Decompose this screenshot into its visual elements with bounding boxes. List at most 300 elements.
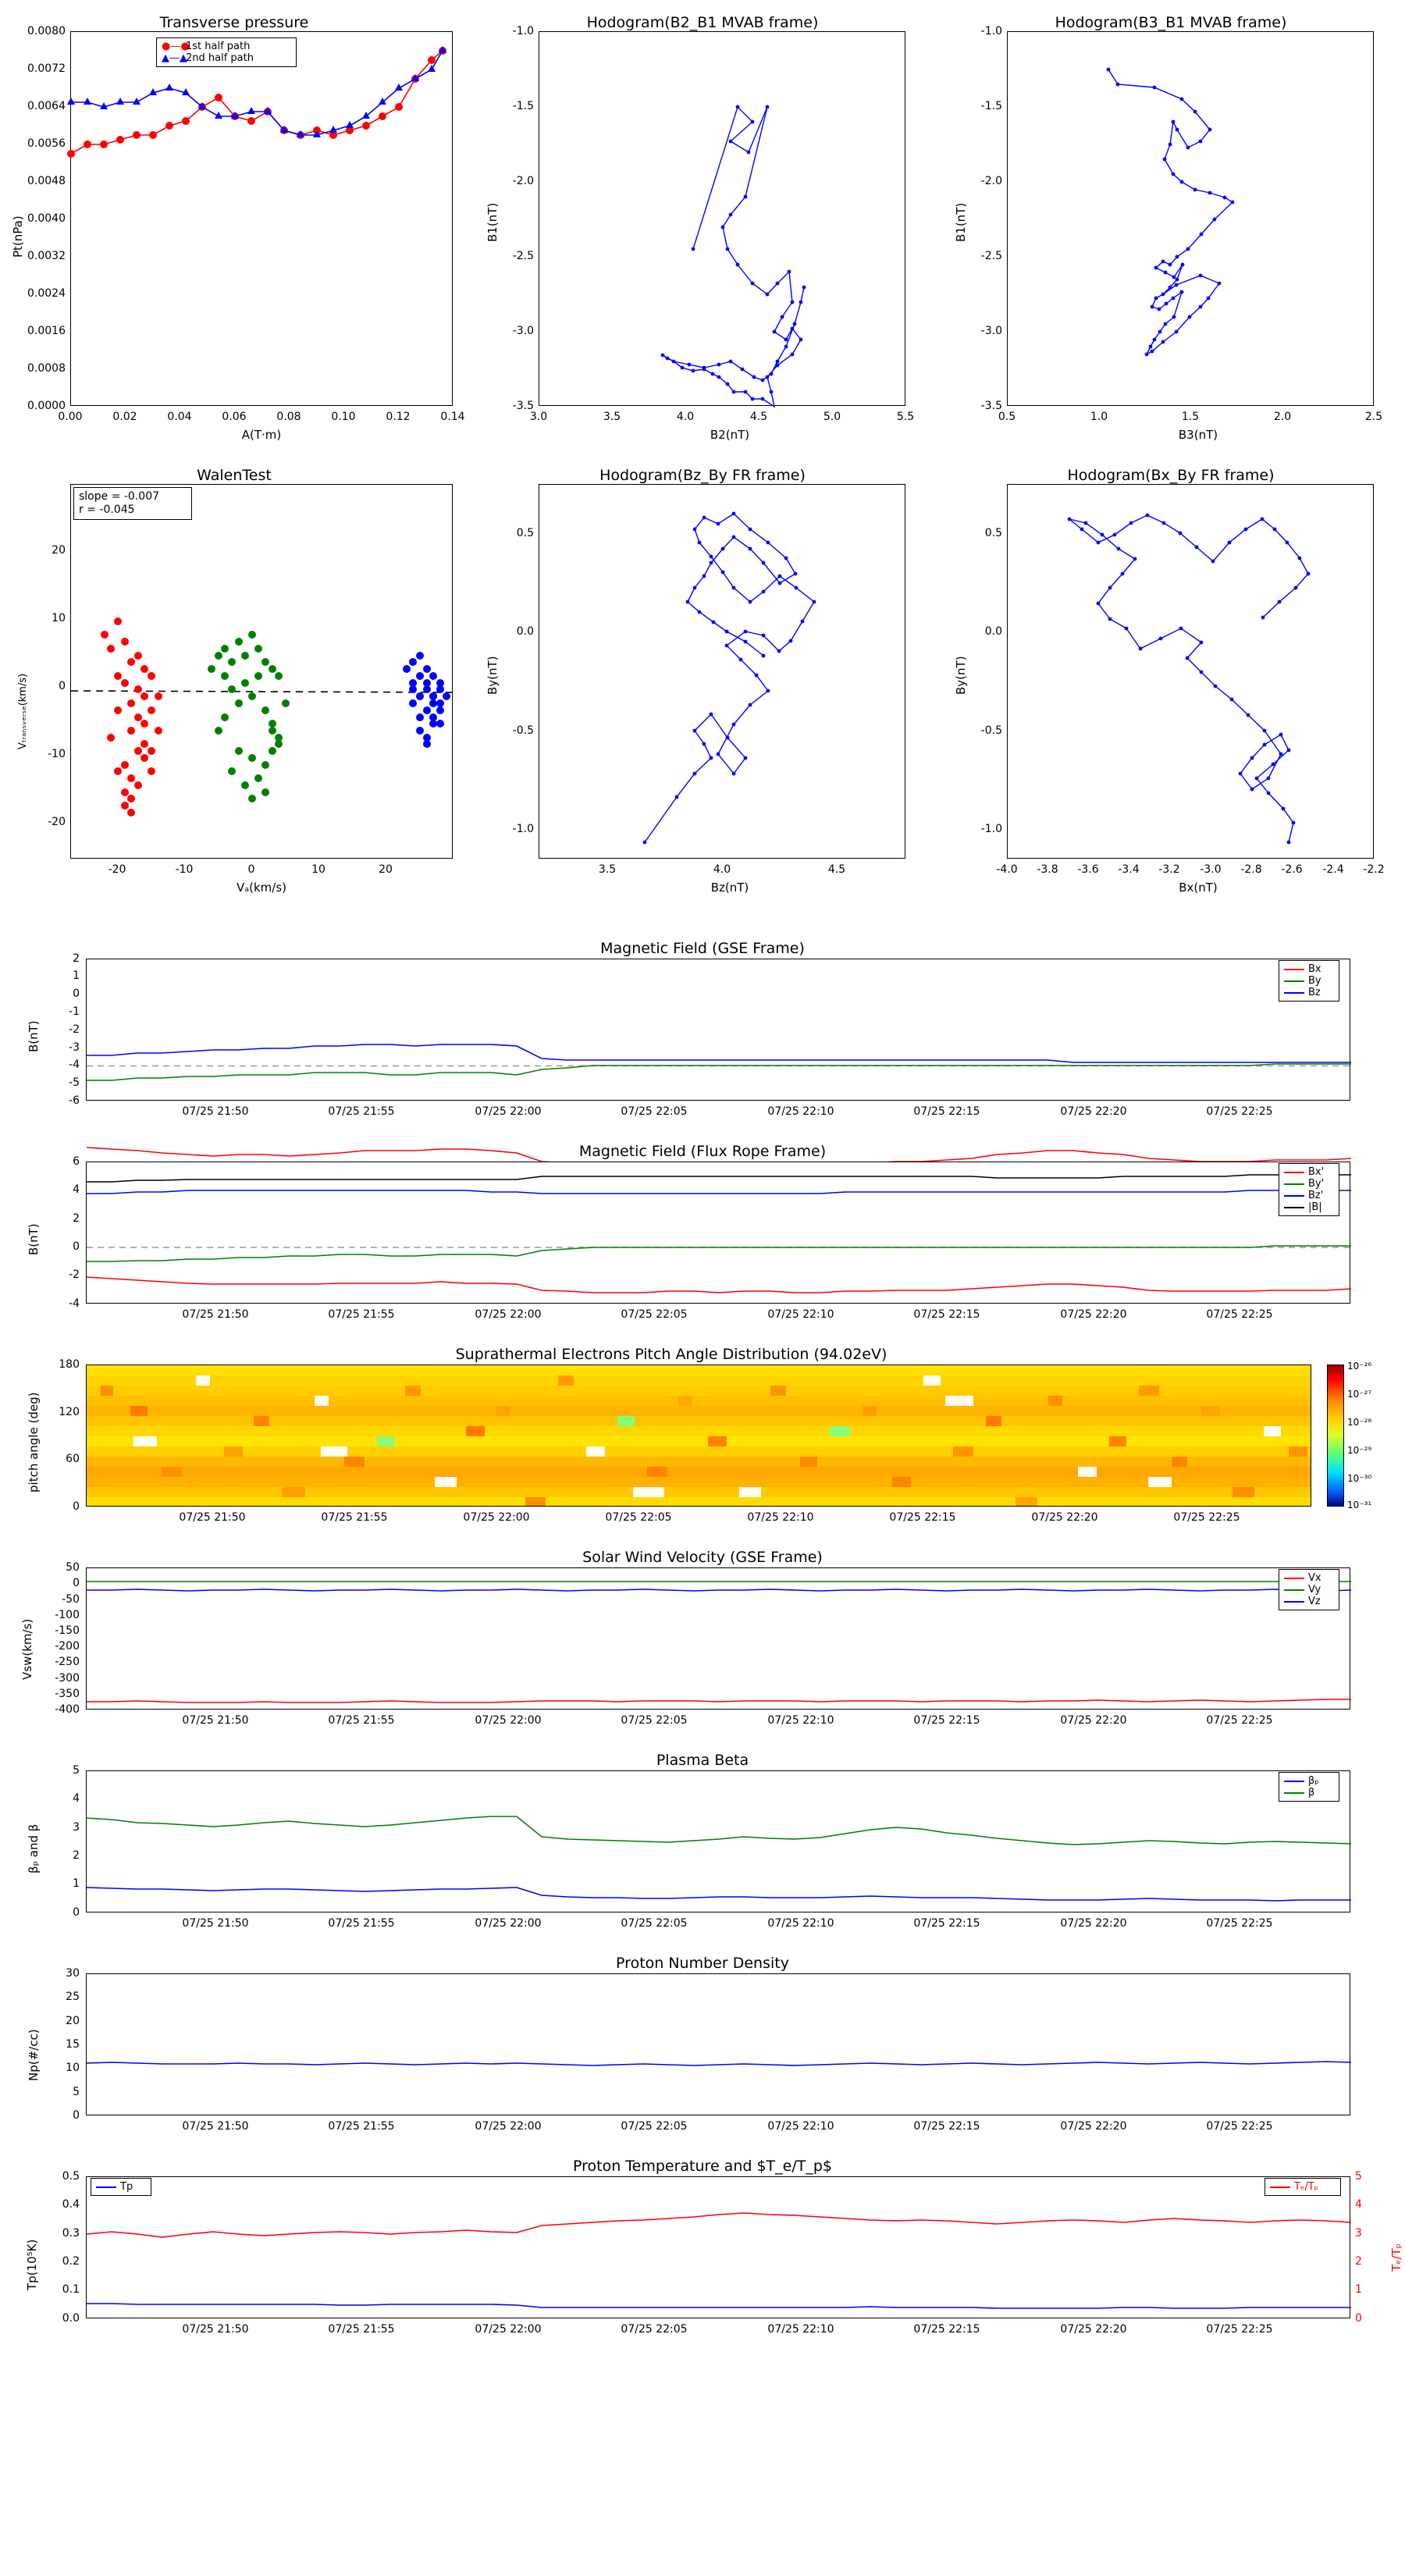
x-tick: 07/25 22:05	[621, 1917, 688, 1930]
x-tick: -2.4	[1322, 863, 1344, 876]
x-tick: 07/25 21:55	[328, 1105, 395, 1118]
legend-transverse-pressure[interactable]	[156, 37, 297, 67]
y-tick: -10	[48, 748, 66, 760]
y-tick-right: 0	[1355, 2312, 1362, 2325]
x-axis-label: Vₐ(km/s)	[236, 881, 286, 895]
x-tick: 10	[311, 863, 325, 876]
x-tick: 0.08	[276, 411, 301, 423]
series-plot	[539, 485, 906, 859]
legend-te-tp-ratio[interactable]	[1264, 2178, 1341, 2196]
plot-area	[70, 484, 453, 859]
y-tick: 0.0000	[27, 400, 66, 412]
y-tick: 60	[66, 1453, 80, 1465]
y-tick: -1	[69, 1005, 80, 1018]
x-tick: 07/25 22:25	[1206, 2323, 1273, 2336]
panel-pitch-angle-distribution	[0, 1343, 1405, 1546]
plot-area	[539, 484, 905, 859]
x-tick: 07/25 22:25	[1173, 1511, 1240, 1524]
panel-walen-test	[0, 453, 468, 906]
y-axis-label: By(nT)	[954, 656, 968, 695]
y-tick: -1.5	[512, 100, 534, 112]
legend-label: Bx'	[1308, 1166, 1325, 1178]
y-tick-right: 5	[1355, 2170, 1362, 2183]
y-tick: 0.5	[516, 527, 534, 539]
y-tick: -2	[69, 1268, 80, 1281]
y-tick: 120	[59, 1406, 80, 1418]
x-tick: 07/25 22:10	[747, 1511, 814, 1524]
y-tick: -350	[55, 1688, 80, 1700]
y-tick: 0.0072	[27, 62, 66, 75]
y-tick: 3	[73, 1821, 80, 1834]
panel-title: Solar Wind Velocity (GSE Frame)	[582, 1549, 823, 1566]
x-axis-label: A(T·m)	[241, 428, 282, 442]
x-tick: 0.14	[440, 411, 465, 423]
x-tick: 07/25 22:10	[767, 1105, 834, 1118]
x-tick: -3.8	[1037, 863, 1058, 876]
x-tick: 07/25 22:00	[475, 1714, 542, 1727]
x-tick: 07/25 22:10	[767, 2323, 834, 2336]
x-tick: -20	[108, 863, 126, 876]
panel-title: Suprathermal Electrons Pitch Angle Distribution (94.02eV)	[455, 1346, 887, 1363]
legend-swatch-vy	[1284, 1589, 1304, 1591]
x-tick: 07/25 22:00	[475, 1105, 542, 1118]
legend-marker-circle: ●—●	[162, 41, 190, 52]
x-tick: 07/25 22:20	[1060, 2323, 1127, 2336]
legend-label: 2nd half path	[186, 52, 254, 64]
plot-area	[86, 959, 1350, 1101]
x-tick: 07/25 21:50	[182, 2323, 249, 2336]
plot-area	[86, 1162, 1350, 1304]
legend-swatch-by	[1284, 980, 1304, 982]
x-tick: 07/25 22:20	[1060, 1714, 1127, 1727]
y-tick: 20	[66, 2015, 80, 2027]
series-plot	[87, 1162, 1351, 1304]
x-tick: 07/25 22:00	[475, 1917, 542, 1930]
legend-label: Tₑ/Tₚ	[1294, 2181, 1319, 2193]
x-tick: 3.5	[598, 863, 617, 876]
y-axis-label: B1(nT)	[954, 202, 968, 242]
y-axis-label: B(nT)	[27, 1020, 41, 1052]
series-plot	[87, 1771, 1351, 1913]
x-tick: 07/25 22:15	[913, 1308, 980, 1321]
x-tick: 07/25 21:55	[321, 1511, 388, 1524]
y-tick: -250	[55, 1656, 80, 1668]
x-tick: 07/25 21:50	[182, 2120, 249, 2133]
y-tick: -0.5	[512, 724, 534, 737]
x-tick: 07/25 21:50	[182, 1105, 249, 1118]
x-tick: 07/25 21:55	[328, 2323, 395, 2336]
y-tick: 0.0024	[27, 287, 66, 300]
y-tick: 1	[73, 970, 80, 982]
panel-title: Transverse pressure	[159, 14, 309, 31]
series-plot	[87, 1974, 1351, 2116]
y-tick: -300	[55, 1672, 80, 1685]
y-tick: 0.0032	[27, 250, 66, 262]
y-tick: -100	[55, 1609, 80, 1621]
y-tick: 0.0048	[27, 175, 66, 187]
y-axis-label: Vₜᵣₐₙₛᵥₑᵣₛₑ(km/s)	[17, 673, 29, 749]
x-tick: 07/25 21:55	[328, 2120, 395, 2133]
x-axis-label: Bx(nT)	[1179, 881, 1218, 895]
y-tick-right: 1	[1355, 2283, 1362, 2296]
x-tick: 07/25 21:55	[328, 1308, 395, 1321]
x-tick: 07/25 21:55	[328, 1714, 395, 1727]
plot-area	[86, 1364, 1311, 1507]
y-tick: -1.0	[980, 25, 1002, 37]
panel-title: Hodogram(B2_B1 MVAB frame)	[586, 14, 819, 31]
x-tick: 0	[247, 863, 255, 876]
x-tick: 07/25 22:10	[767, 1917, 834, 1930]
panel-title: Hodogram(B3_B1 MVAB frame)	[1055, 14, 1287, 31]
x-tick: 07/25 22:05	[621, 1714, 688, 1727]
y-tick: -2.5	[512, 250, 534, 262]
y-tick: 2	[73, 1849, 80, 1862]
x-tick: 07/25 22:05	[621, 1308, 688, 1321]
y-tick: -200	[55, 1640, 80, 1653]
y-axis-label: Vsw(km/s)	[20, 1618, 34, 1680]
x-tick: 07/25 22:15	[913, 1917, 980, 1930]
x-tick: 3.0	[529, 411, 548, 423]
y-tick: 0.0056	[27, 137, 66, 150]
y-tick: 6	[73, 1155, 80, 1168]
y-tick-right: 2	[1355, 2255, 1362, 2268]
colorbar-tick: 10⁻³¹	[1347, 1500, 1372, 1510]
legend-plasma-beta[interactable]	[1279, 1772, 1339, 1802]
y-axis-label: By(nT)	[486, 656, 500, 695]
y-axis-label: pitch angle (deg)	[27, 1392, 41, 1493]
y-tick: 0.2	[62, 2255, 80, 2268]
x-tick: 0.04	[167, 411, 192, 423]
series-plot	[87, 959, 1351, 1101]
y-tick: -4	[69, 1059, 80, 1071]
y-axis-label: B(nT)	[27, 1223, 41, 1255]
x-tick: 4.0	[713, 863, 731, 876]
y-tick: 0	[73, 987, 80, 1000]
x-tick: 0.10	[331, 411, 356, 423]
x-tick: 07/25 22:10	[767, 2120, 834, 2133]
y-axis-label: Tp(10⁵K)	[25, 2239, 39, 2290]
y-tick: 10	[52, 612, 66, 624]
legend-swatch-beta-p	[1284, 1781, 1304, 1782]
legend-marker-triangle: ▲—▲	[162, 52, 187, 64]
x-tick: 07/25 22:25	[1206, 1105, 1273, 1118]
y-tick: -6	[69, 1094, 80, 1107]
y-tick: -0.5	[980, 724, 1002, 737]
panel-title: Magnetic Field (GSE Frame)	[600, 940, 805, 957]
panel-magnetic-field-fr	[0, 1140, 1405, 1343]
series-plot	[87, 2177, 1351, 2319]
x-tick: 1.5	[1181, 411, 1200, 423]
x-tick: 4.0	[676, 411, 695, 423]
y-tick: 0.1	[62, 2283, 80, 2296]
y-tick: 0	[73, 1577, 80, 1589]
panel-plasma-beta	[0, 1749, 1405, 1952]
x-tick: 1.0	[1090, 411, 1108, 423]
y-tick: -1.0	[512, 823, 534, 835]
panel-hodogram-bz-by	[468, 453, 937, 906]
y-tick: 0	[73, 1500, 80, 1513]
x-tick: 07/25 22:05	[605, 1511, 672, 1524]
x-tick: 0.12	[386, 411, 411, 423]
y-tick: -3.5	[980, 400, 1002, 412]
x-axis-label: B3(nT)	[1178, 428, 1218, 442]
y-tick: -150	[55, 1624, 80, 1637]
y-tick: 5	[73, 2086, 80, 2098]
legend-label: β	[1308, 1787, 1315, 1799]
panel-proton-number-density	[0, 1952, 1405, 2154]
panel-title: Proton Temperature and $T_e/T_p$	[572, 2158, 833, 2175]
x-tick: 4.5	[749, 411, 768, 423]
y-tick: 180	[59, 1358, 80, 1371]
y-tick: -3	[69, 1041, 80, 1054]
x-tick: 07/25 22:20	[1060, 1308, 1127, 1321]
y-tick: -3.0	[980, 325, 1002, 337]
x-tick: 0.00	[58, 411, 83, 423]
legend-swatch-byp	[1284, 1183, 1304, 1185]
colorbar-tick: 10⁻²⁶	[1347, 1361, 1372, 1372]
plot-area	[70, 31, 453, 406]
legend-label: Bz	[1308, 987, 1321, 998]
colorbar-tick: 10⁻²⁷	[1347, 1389, 1372, 1400]
panel-title: Plasma Beta	[656, 1752, 749, 1769]
y-tick: -1.5	[980, 100, 1002, 112]
y-tick: -20	[48, 816, 66, 828]
y-tick: 0.0016	[27, 325, 66, 337]
plot-area	[86, 2176, 1350, 2318]
x-tick: 0.06	[222, 411, 247, 423]
y-axis-label: Np(#/cc)	[27, 2029, 41, 2081]
x-tick: 07/25 22:20	[1060, 2120, 1127, 2133]
colorbar	[1327, 1364, 1344, 1507]
x-tick: 07/25 22:10	[767, 1714, 834, 1727]
legend-label: |B|	[1308, 1201, 1322, 1213]
y-tick: 2	[73, 952, 80, 965]
y-tick-right: 3	[1355, 2227, 1362, 2240]
y-tick: -3.0	[512, 325, 534, 337]
x-tick: 20	[379, 863, 393, 876]
legend-label: By	[1308, 975, 1321, 987]
x-axis-label: Bz(nT)	[710, 881, 749, 895]
panel-hodogram-b2-b1	[468, 0, 937, 453]
x-tick: 07/25 22:20	[1060, 1917, 1127, 1930]
x-tick: -2.2	[1363, 863, 1385, 876]
x-tick: 07/25 21:50	[182, 1714, 249, 1727]
panel-title: WalenTest	[197, 467, 272, 484]
x-tick: 07/25 22:05	[621, 1105, 688, 1118]
y-tick: 0.0	[516, 625, 534, 638]
y-tick: 0.0	[62, 2312, 80, 2325]
x-tick: 07/25 22:05	[621, 2120, 688, 2133]
series-plot	[1008, 485, 1375, 859]
legend-swatch-te-tp	[1270, 2186, 1290, 2188]
y-tick: 0	[73, 1906, 80, 1919]
x-tick: 07/25 22:20	[1060, 1105, 1127, 1118]
series-plot	[87, 1568, 1351, 1710]
legend-label: Bz'	[1308, 1190, 1324, 1201]
x-tick: 07/25 22:25	[1206, 1714, 1273, 1727]
y-tick: 4	[73, 1183, 80, 1196]
y-tick: 25	[66, 1991, 80, 2003]
r-value: r = -0.045	[79, 503, 135, 516]
colorbar-tick: 10⁻²⁹	[1347, 1445, 1372, 1456]
y-tick-right: 4	[1355, 2198, 1362, 2211]
x-tick: -3.6	[1077, 863, 1099, 876]
x-tick: 07/25 22:15	[889, 1511, 956, 1524]
legend-swatch-bx	[1284, 969, 1304, 970]
x-tick: 07/25 21:55	[328, 1917, 395, 1930]
x-tick: -10	[175, 863, 194, 876]
y-tick: 1	[73, 1877, 80, 1890]
panel-title: Magnetic Field (Flux Rope Frame)	[578, 1143, 827, 1160]
x-tick: 07/25 22:25	[1206, 1917, 1273, 1930]
x-tick: 07/25 22:15	[913, 2120, 980, 2133]
x-tick: -3.0	[1200, 863, 1222, 876]
x-tick: -2.8	[1240, 863, 1262, 876]
legend-swatch-vz	[1284, 1601, 1304, 1603]
legend-tp[interactable]	[91, 2178, 151, 2196]
x-tick: 07/25 21:50	[179, 1511, 246, 1524]
y-tick: 4	[73, 1792, 80, 1805]
x-tick: 07/25 22:15	[913, 1105, 980, 1118]
y-tick: 0.0080	[27, 25, 66, 37]
x-tick: 07/25 22:00	[475, 1308, 542, 1321]
x-tick: 3.5	[603, 411, 621, 423]
x-tick: 07/25 22:15	[913, 1714, 980, 1727]
y-tick: -2	[69, 1023, 80, 1036]
panel-transverse-pressure	[0, 0, 468, 453]
y-tick: -400	[55, 1703, 80, 1716]
x-tick: 07/25 22:15	[913, 2323, 980, 2336]
series-plot	[1008, 32, 1375, 407]
y-tick: 0.0008	[27, 362, 66, 375]
y-tick: 0	[73, 2109, 80, 2122]
panel-solar-wind-velocity	[0, 1546, 1405, 1749]
x-tick: 4.5	[827, 863, 846, 876]
y-tick: 30	[66, 1967, 80, 1980]
y-axis-label: B1(nT)	[486, 202, 500, 242]
x-tick: 5.0	[823, 411, 841, 423]
panel-title: Hodogram(Bz_By FR frame)	[599, 467, 806, 484]
x-tick: 07/25 22:00	[475, 2323, 542, 2336]
panel-proton-temperature	[0, 2154, 1405, 2373]
y-tick: -3.5	[512, 400, 534, 412]
legend-swatch-bzp	[1284, 1195, 1304, 1197]
x-tick: 5.5	[896, 411, 915, 423]
x-tick: 07/25 22:00	[475, 2120, 542, 2133]
panel-title: Proton Number Density	[616, 1955, 789, 1972]
y-tick: 0.5	[62, 2170, 80, 2183]
x-tick: -3.2	[1158, 863, 1180, 876]
legend-label: Bx	[1308, 963, 1321, 975]
series-plot	[71, 32, 454, 407]
legend-swatch-beta	[1284, 1792, 1304, 1794]
panel-hodogram-bx-by	[937, 453, 1405, 906]
x-tick: 07/25 22:00	[463, 1511, 530, 1524]
y-tick: -50	[62, 1593, 80, 1606]
x-tick: -4.0	[996, 863, 1018, 876]
y-tick: 0.4	[62, 2198, 80, 2211]
x-tick: 2.0	[1273, 411, 1292, 423]
y-tick: 0.0064	[27, 100, 66, 112]
plot-area	[86, 1567, 1350, 1710]
x-tick: -3.4	[1118, 863, 1140, 876]
y-tick: -2.0	[980, 175, 1002, 187]
legend-magnetic-field-fr[interactable]	[1279, 1163, 1339, 1216]
y-tick: 0.0	[984, 625, 1002, 638]
panel-hodogram-b3-b1	[937, 0, 1405, 453]
legend-swatch-vx	[1284, 1578, 1304, 1579]
x-tick: 0.02	[112, 411, 137, 423]
y-tick: 0	[73, 1240, 80, 1253]
heatmap-image	[87, 1365, 1311, 1507]
plot-area	[86, 1770, 1350, 1912]
x-tick: 07/25 22:25	[1206, 2120, 1273, 2133]
series-plot	[71, 485, 454, 859]
x-tick: 07/25 22:25	[1206, 1308, 1273, 1321]
y-tick: 10	[66, 2062, 80, 2074]
y-tick: 0.5	[984, 527, 1002, 539]
plot-area	[1007, 484, 1374, 859]
x-tick: -2.6	[1281, 863, 1303, 876]
x-tick: 07/25 21:50	[182, 1917, 249, 1930]
y-axis-label-right: Tₑ/Tₚ	[1389, 2243, 1403, 2272]
x-tick: 07/25 22:10	[767, 1308, 834, 1321]
legend-swatch-bmag	[1284, 1207, 1304, 1208]
slope-value: slope = -0.007	[79, 490, 160, 503]
y-tick: 0	[59, 680, 66, 692]
panel-title: Hodogram(Bx_By FR frame)	[1067, 467, 1275, 484]
y-axis-label: βₚ and β	[27, 1823, 41, 1873]
colorbar-tick: 10⁻³⁰	[1347, 1473, 1372, 1484]
y-tick: 5	[73, 1764, 80, 1777]
y-tick: -2.5	[980, 250, 1002, 262]
x-tick: 07/25 21:50	[182, 1308, 249, 1321]
series-plot	[539, 32, 906, 407]
y-tick: 0.0040	[27, 212, 66, 225]
legend-label: Vz	[1308, 1596, 1321, 1607]
y-tick: -1.0	[512, 25, 534, 37]
legend-swatch-tp	[96, 2186, 116, 2188]
y-tick: 15	[66, 2038, 80, 2051]
legend-label: Tp	[120, 2181, 133, 2193]
plot-area	[1007, 31, 1374, 406]
colorbar-tick: 10⁻²⁸	[1347, 1417, 1372, 1428]
y-tick: -5	[69, 1076, 80, 1089]
legend-label: Vx	[1308, 1572, 1321, 1584]
legend-solar-wind-velocity[interactable]	[1279, 1569, 1339, 1610]
x-tick: 2.5	[1364, 411, 1383, 423]
y-tick: -2.0	[512, 175, 534, 187]
legend-label: By'	[1308, 1178, 1325, 1190]
y-axis-label: Pt(nPa)	[11, 215, 25, 258]
y-tick: 2	[73, 1212, 80, 1225]
y-tick: 0.3	[62, 2227, 80, 2240]
x-tick: 0.5	[998, 411, 1016, 423]
x-axis-label: B2(nT)	[710, 428, 750, 442]
y-tick: -1.0	[980, 823, 1002, 835]
legend-swatch-bz	[1284, 992, 1304, 994]
plot-area	[539, 31, 905, 406]
legend-label: βₚ	[1308, 1775, 1319, 1787]
y-tick: -4	[69, 1297, 80, 1310]
plot-area	[86, 1973, 1350, 2115]
x-tick: 07/25 22:05	[621, 2323, 688, 2336]
legend-swatch-bxp	[1284, 1172, 1304, 1173]
x-tick: 07/25 22:20	[1031, 1511, 1098, 1524]
legend-magnetic-field-gse[interactable]	[1279, 960, 1339, 1002]
legend-label: Vy	[1308, 1584, 1321, 1596]
y-tick: 20	[52, 544, 66, 557]
